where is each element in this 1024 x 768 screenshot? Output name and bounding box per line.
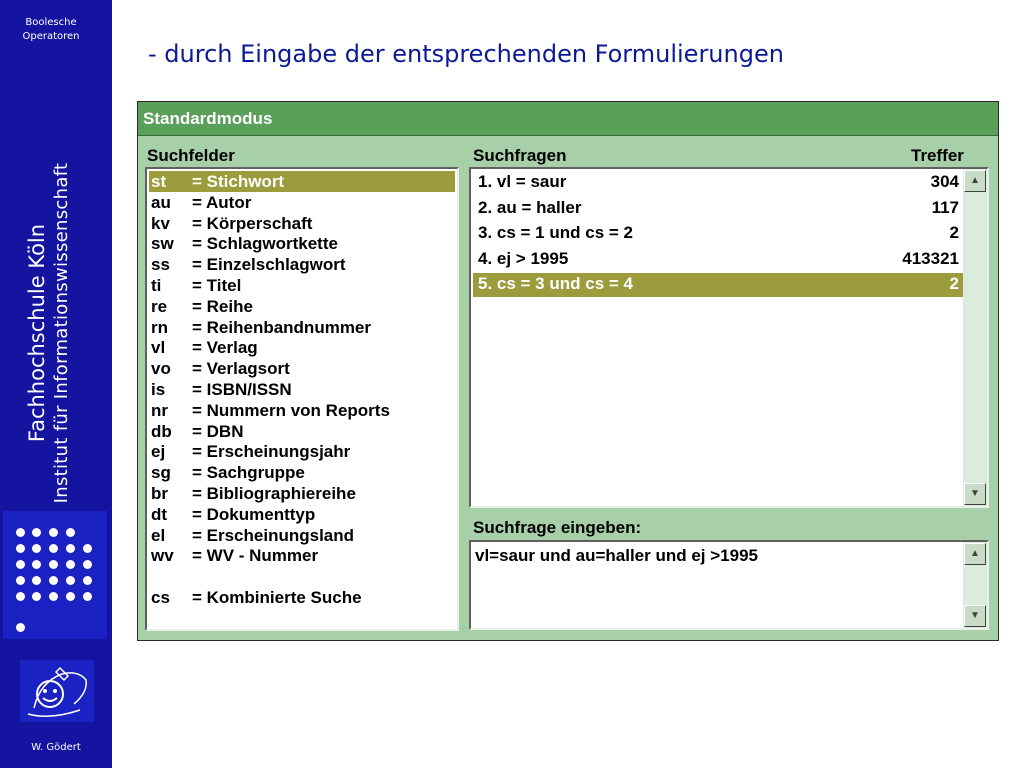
field-description: = Titel	[192, 276, 242, 295]
dot	[16, 623, 25, 632]
dot	[16, 528, 25, 537]
dot	[49, 544, 58, 553]
field-description: = Bibliographiereihe	[192, 484, 356, 503]
hits-label: Treffer	[911, 146, 964, 165]
field-item[interactable]	[149, 317, 455, 338]
field-item[interactable]	[149, 400, 455, 421]
dot	[32, 528, 41, 537]
field-description: = Körperschaft	[192, 213, 313, 233]
field-item[interactable]	[149, 441, 455, 462]
field-code: sw	[151, 234, 174, 254]
field-code: nr	[151, 400, 168, 420]
sidebar-vertical-title	[24, 143, 114, 523]
dot	[49, 560, 58, 569]
query-item[interactable]	[473, 248, 963, 272]
field-item[interactable]	[149, 254, 455, 275]
dialog-titlebar[interactable]	[138, 102, 998, 136]
field-code: db	[151, 421, 172, 441]
sidebar-topic-line2: Operatoren	[22, 31, 80, 42]
field-code: au	[151, 192, 171, 212]
dot	[66, 592, 75, 601]
author-name: W. Gödert	[31, 742, 81, 753]
field-description: = WV - Nummer	[192, 546, 319, 566]
institution-name: Fachhochschule Köln	[25, 223, 49, 443]
field-code: is	[151, 380, 166, 399]
standardmodus-dialog	[137, 101, 999, 641]
field-item[interactable]	[149, 462, 455, 483]
field-description: = Erscheinungsjahr	[192, 442, 351, 462]
field-item[interactable]	[149, 275, 455, 296]
field-description: = Kombinierte Suche	[192, 588, 362, 607]
field-code: st	[151, 172, 167, 191]
field-item[interactable]	[149, 379, 455, 400]
fields-listbox[interactable]	[145, 167, 459, 631]
input-scrollbar[interactable]	[963, 542, 987, 628]
field-code: ss	[151, 255, 170, 275]
dot	[32, 560, 41, 569]
sidebar	[0, 0, 112, 768]
institute-name: Institut für Informationswissenschaft	[51, 162, 72, 504]
field-item[interactable]	[149, 421, 455, 442]
field-description: = Reihe	[192, 296, 253, 316]
field-code: kv	[151, 213, 170, 233]
fields-label: Suchfelder	[147, 146, 235, 165]
field-code: sg	[151, 463, 171, 483]
dot	[16, 592, 25, 601]
field-code: ti	[151, 276, 162, 295]
dot	[83, 544, 92, 553]
dot	[32, 544, 41, 553]
field-code: dt	[151, 504, 168, 524]
dot	[49, 576, 58, 585]
queries-label: Suchfragen	[473, 146, 567, 165]
field-description: = Verlagsort	[192, 359, 290, 379]
query-item[interactable]	[473, 273, 963, 297]
query-text: 3. cs = 1 und cs = 2	[478, 223, 633, 242]
dot	[49, 528, 58, 537]
dot	[16, 544, 25, 553]
field-code: re	[151, 296, 168, 316]
dots-decoration	[3, 511, 107, 639]
field-description: = Verlag	[192, 338, 258, 358]
dot	[83, 560, 92, 569]
field-code: ej	[151, 442, 166, 462]
sidebar-topic-line1: Boolesche	[25, 17, 77, 28]
field-item[interactable]	[149, 566, 455, 587]
field-item[interactable]	[149, 296, 455, 317]
query-hits: 304	[930, 172, 959, 191]
field-item[interactable]	[149, 525, 455, 546]
field-description: = Dokumenttyp	[192, 504, 316, 524]
query-text: 2. au = haller	[478, 197, 582, 217]
dot	[83, 576, 92, 585]
field-item[interactable]	[149, 233, 455, 254]
field-code: el	[151, 525, 166, 545]
dot	[83, 592, 92, 601]
field-code: cs	[151, 588, 170, 607]
query-text: 1. vl = saur	[478, 172, 567, 191]
dot	[16, 576, 25, 585]
query-hits: 2	[949, 223, 959, 242]
dot	[16, 560, 25, 569]
smiley-logo-icon	[20, 660, 94, 722]
sidebar-topic	[0, 16, 102, 44]
input-scroll-up-icon[interactable]: ▲	[964, 543, 986, 565]
dot	[66, 544, 75, 553]
query-hits: 2	[949, 274, 959, 293]
queries-listbox[interactable]	[469, 167, 989, 508]
query-item[interactable]	[473, 222, 963, 246]
field-item[interactable]	[149, 504, 455, 525]
field-item[interactable]	[149, 545, 455, 566]
dot	[66, 560, 75, 569]
query-input[interactable]	[469, 540, 989, 630]
input-scroll-down-icon[interactable]: ▼	[964, 605, 986, 627]
query-text: 4. ej > 1995	[478, 248, 569, 268]
scroll-down-icon[interactable]: ▼	[964, 483, 986, 505]
field-item[interactable]	[149, 192, 455, 213]
field-code: rn	[151, 317, 168, 337]
field-item[interactable]	[149, 358, 455, 379]
queries-scrollbar[interactable]	[963, 169, 987, 506]
scroll-up-icon[interactable]: ▲	[964, 170, 986, 192]
query-hits: 413321	[902, 248, 959, 268]
dot	[32, 592, 41, 601]
field-description: = DBN	[192, 421, 244, 441]
dot	[49, 592, 58, 601]
query-text: 5. cs = 3 und cs = 4	[478, 274, 633, 293]
field-item[interactable]	[149, 171, 455, 192]
field-code: vo	[151, 359, 171, 379]
dot	[66, 576, 75, 585]
field-description: = Autor	[192, 192, 252, 212]
field-code: br	[151, 484, 168, 503]
field-description: = Reihenbandnummer	[192, 317, 372, 337]
query-input-value: vl=saur und au=haller und ej >1995	[475, 546, 758, 565]
slide-heading: - durch Eingabe der entsprechenden Formulierungen	[148, 40, 784, 68]
field-description: = Schlagwortkette	[192, 234, 338, 254]
field-description: = Einzelschlagwort	[192, 255, 346, 275]
query-item[interactable]	[473, 197, 963, 221]
field-item[interactable]	[149, 587, 455, 608]
field-item[interactable]	[149, 213, 455, 234]
field-item[interactable]	[149, 483, 455, 504]
input-label: Suchfrage eingeben:	[473, 518, 642, 537]
field-description: = Sachgruppe	[192, 463, 305, 483]
query-hits: 117	[931, 197, 959, 217]
field-item[interactable]	[149, 337, 455, 358]
dot	[66, 528, 75, 537]
field-description: = ISBN/ISSN	[192, 380, 292, 399]
field-description: = Nummern von Reports	[192, 400, 390, 420]
field-description: = Erscheinungsland	[192, 525, 355, 545]
dot	[32, 576, 41, 585]
field-code: wv	[151, 546, 174, 566]
dialog-title: Standardmodus	[143, 109, 273, 128]
field-code: vl	[151, 338, 166, 358]
field-description: = Stichwort	[192, 172, 285, 191]
query-item[interactable]	[473, 171, 963, 195]
